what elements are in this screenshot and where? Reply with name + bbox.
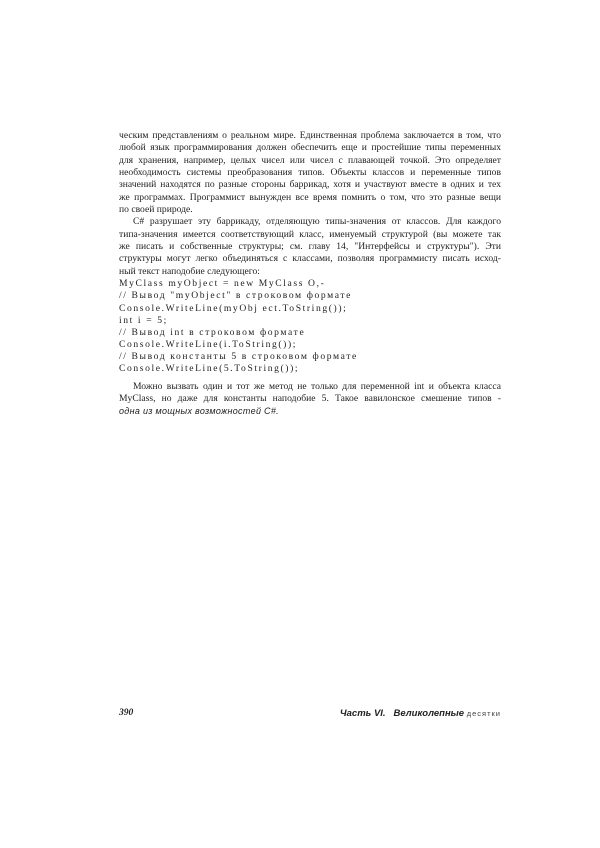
page-number: 390 [119, 708, 134, 718]
text-line: MyClass, но даже для константы наподобие 5. Такое вавилонское смешение типов - [119, 392, 501, 404]
running-title [340, 708, 501, 719]
code-line: Console.WriteLine(myObj ect.ToString()); [119, 302, 348, 314]
part-title: Великолепные [393, 708, 465, 719]
text-line: Можно вызвать один и тот же метод не только для переменной int и объекта класса [133, 380, 501, 392]
text-line: значений находятся по разные стороны баррикад, хотя и участвуют вместе в одних и тех [119, 179, 501, 191]
code-line: Console.WriteLine(i.ToString()); [119, 339, 298, 351]
text-line: по своей природе. [119, 204, 193, 216]
page-footer [119, 708, 501, 722]
text-line: необходимость системы преобразования типов. Объекты классов и переменные типов [119, 167, 501, 179]
code-line: int i = 5; [119, 314, 168, 326]
text-line: C# разрушает эту баррикаду, отделяющую типы-значения от классов. Для каждого [133, 216, 501, 228]
code-line: // Вывод int в строковом формате [119, 326, 306, 338]
text-line: же писать и собственные структуры; см. главу 14, "Интерфейсы и структуры"). Эти [119, 241, 501, 253]
paragraph-1 [119, 130, 501, 216]
paragraph-2 [119, 216, 501, 278]
part-label: Часть VI. [339, 708, 386, 719]
text-line: любой язык программирования должен обеспечить еще и простейшие типы переменных [119, 142, 501, 154]
code-listing [119, 278, 501, 376]
text-line: для хранения, например, целых чисел или чисел с плавающей точкой. Это определяет [119, 154, 501, 166]
code-line: MyClass myObject = new MyClass O,- [119, 278, 326, 290]
text-line: ческим представлениям о реальном мире. Единственная проблема заключается в том, что [119, 130, 501, 141]
code-line: // Вывод константы 5 в строковом формате [119, 351, 358, 363]
text-line: же программах. Программист вынужден все время помнить о том, что это разные вещи [119, 191, 501, 203]
text-line: типа-значения имеется соответствующий класс, именуемый структурой (вы можете так [119, 228, 501, 240]
part-title-small: десятки [466, 709, 501, 718]
code-line: // Вывод "myObject" в строковом формате [119, 290, 353, 302]
text-line: ный текст наподобие следующего: [119, 265, 260, 277]
text-line: одна из мощных возможностей C#. [119, 406, 279, 417]
text-line: структуры могут легко объединяться с классами, позволяя программисту писать исход- [119, 253, 501, 265]
page-body [119, 130, 501, 418]
paragraph-3 [119, 381, 501, 418]
code-line: Console.WriteLine(5.ToString()); [119, 363, 300, 375]
